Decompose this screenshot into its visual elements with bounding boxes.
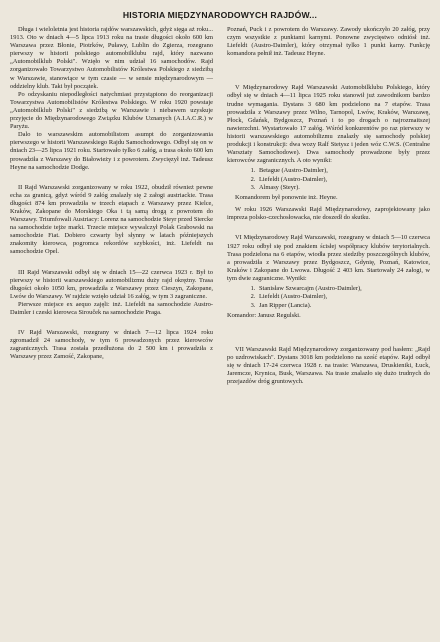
list-item: 3. Jan Ripper (Lancia). [257,302,430,310]
paragraph: W roku 1926 Warszawski Rajd Międzynarodowy, zaprojektowany jako impreza polsko-czechosłowacka, nie doszedł do skutku. [227,206,430,222]
list-item: 2. Liefeldt (Austro-Daimler), [257,293,430,301]
paragraph: V Międzynarodowy Rajd Warszawski Automobilklubu Polskiego, który odbył się w dniach 4—11 lipca 1925 roku stanowił już zawodnikom bardzo trudne wymagania. Dystans 3 680 km podzielono na 7 etapów. Trasa prowadziła z Warszawy przez Wilno, Tarnopol, Lwów, Kraków, Warszawę, Płock, Gdańsk, Bydgoszcz, Poznań i to po drogach o najrozmaitszej nawierzchni. Wystartowało 17 załóg. Wśród konkurentów po raz pierwszy w historii warszawskiego automobilizmu znalazły się samochody polskiej produkcji i konstrukcji: dwa wozy Ralf Stetysz i jeden wóz C.W.S. (Centralne Warsztaty Samochodowe). Dwa samochody prowadzone były przez kierowców zagranicznych. A oto wyniki: [227,84,430,165]
list-item: 1. Stanisław Szwarcajm (Austro-Daimler), [257,285,430,293]
left-column [10,26,213,387]
paragraph: Dalo to warszawskim automobilistom asumpt do zorganizowania pierwszego w historii Warszawskiego Rajdu Samochodowego. Odbył się on w dniach 23—25 lipca 1921 roku. Startowało tylko 6 załóg, a trasa około 600 km prowadziła z Warszawy do Białowieży i z powrotem. Zwycięzył inż. Tadeusz Heyne na samochodzie Dodge. [10,131,213,171]
list-item: 1. Betague (Austro-Daimler), [257,167,430,175]
page-title: HISTORIA MIĘDZYNARODOWYCH RAJDÓW... [122,10,318,20]
right-column [227,26,430,387]
paragraph: VI Międzynarodowy Rajd Warszawski, rozegrany w dniach 5—10 czerwca 1927 roku odbył się pod znakiem ścisłej współpracy klubów terytorialnych. Trasa podzielona na 6 etapów, wiodła przez siedziby poszczególnych klubów, a prowadziła z Warszawy przez Bydgoszcz, Gdynię, Poznań, Katowice, Kraków i Zakopane do Lwowa. Długość 2 403 km. Startowały 24 załogi, w tym dwie zagraniczne. Wyniki: [227,234,430,282]
paragraph: Pierwsze miejsce ex aequo zajęli: inż. Liefeldt na samochodzie Austro-Daimler i czeski kierowca Sirouček na samochodzie Praga. [10,300,213,316]
paragraph: IV Rajd Warszawski, rozegrany w dniach 7—12 lipca 1924 roku zgromadził 24 samochody, w tym 6 prowadzonych przez kierowców zagranicznych. Trasa została przedłużona do 2 500 km i prowadziła z Warszawy przez Zamość, Zakopane, [10,329,213,361]
paragraph: VII Warszawski Rajd Międzynarodowy zorganizowany pod hasłem: „Rajd po uzdrowiskach". Dystans 3018 km podzielono na sześć etapów. Rajd odbył się w dniach 17-24 czerwca 1928 r. na trasie: Warszawa, Druskieniki, Łuck, Jaremcze, Krynica, Busk, Warszawa. Na trasie znalazło się dużo trudnych do przejazdów dróg gruntowych. [227,346,430,386]
paragraph: Komandorem był ponownie inż. Heyne. [235,194,338,202]
paragraph: Poznań, Puck i z powrotem do Warszawy. Zawody ukończyło 20 załóg, przy czym wszystkie z punktami karnymi. Ponowne zwycięstwo odniósł inż. Liefeldt (Austro-Daimler), który otrzymał tylko 1 punkt karny. Funkcję komandora pełnił inż. Tadeusz Heyne. [227,26,430,58]
results-list [227,285,430,310]
text-columns [10,26,430,387]
results-list [227,167,430,192]
paragraph: Po odzyskaniu niepodległości natychmiast przystąpiono do reorganizacji Towarzystwa Automobilistów Królestwa Polskiego. W roku 1920 powstaje „Automobilklub Polski" z siedzibą w Warszawie i niebawem uzyskuje przyjęcie do Międzynarodowego Związku Klubów Uznanych (A.I.A.C.R.) w Paryżu. [10,90,213,131]
paragraph: III Rajd Warszawski odbył się w dniach 15—22 czerwca 1923 r. Był to pierwszy w historii warszawskiego automobilizmu duży rajd okrężny. Trasa długości około 1050 km, prowadziła z Warszawy przez Cieszyn, Zakopane, Lwów do Warszawy. W rajdzie wzięło udział 16 załóg, w tym 3 zagraniczne. [10,268,213,300]
list-item: 3. Almasy (Steyr). [257,184,430,192]
paragraph: Długa i wieloletnia jest historia rajdów warszawskich, gdyż sięga aż roku... 1913. Oto w dniach 4—5 lipca 1913 roku na trasie długości około 600 km Warszawa przez Błonie, Piotrków, Puławy, Lublin do Zgierza, rozegrano pierwszy w historii polskiego automobilklubu rajd, który nazwano „Automobilklub Polski". Wzięło w nim udział 16 samochodów. Rajd zorganizowało Towarzystwo Automobilistów Królestwa Polskiego z siedzibą w Warszawie, stanowiące w tym czasie — w sensie międzynarodowym — oddzielny klub. Taki był początek. [10,26,213,90]
list-item: 2. Liefeldt (Austro-Daimler), [257,176,430,184]
paragraph: II Rajd Warszawski zorganizowany w roku 1922, obudził również pewne echa za granicą, gdyż wśród 9 załóg znalazły się 2 załogi austriackie. Trasa długości 874 km prowadziła w trzech etapach z Warszawy przez Kielce, Kraków, Zakopane do Morskiego Oka i tą samą drogą z powrotem do Warszawy. Triumfowali Austriacy: Lorenz na samochodzie Steyr przed Siercke na samochodzie tejże marki. Trzecie miejsce wywalczył Polak Grabowski na samochodzie Fiat. Dobiero czwarty był słynny w latach późniejszych znakomity kierowca, pogromca rekordów szybkości, inż. Liefeldt na samochodzie Opel. [10,183,213,256]
paragraph: Komandor: Janusz Regulski. [227,311,301,319]
